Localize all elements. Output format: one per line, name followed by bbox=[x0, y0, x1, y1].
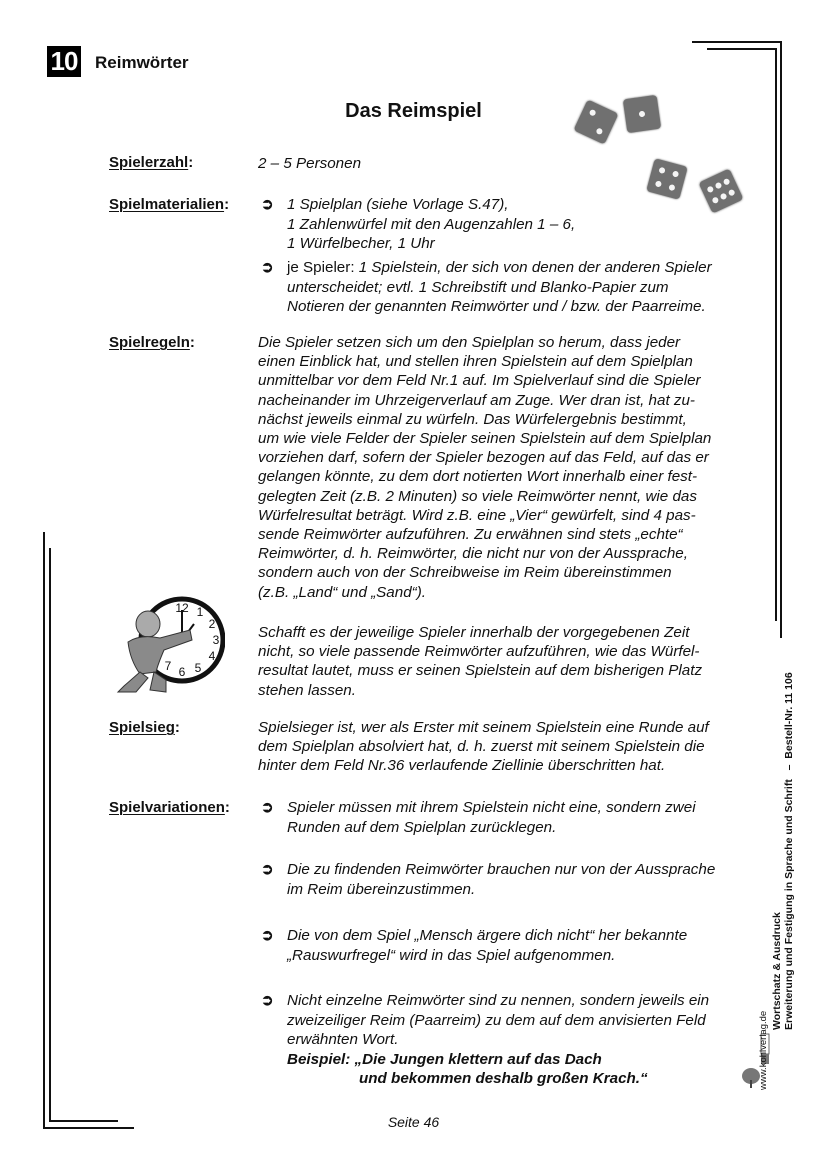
spielregeln-paragraph-1: Die Spieler setzen sich um den Spielplan so herum, dass jeder einen Einblick hat, und stellen ihren Spielstein auf dem Spielplan unmittelbar vor dem Feld Nr.1 auf. Im Spielverlauf sind die Spieler nacheinander im Uhrzeigerverlauf am Zuge. Wer dran ist, hat zu- nächst jeweils einmal zu würfeln. Das Würfelergebnis bestimmt, um wie viele Felder der Spieler seinen Spielstein auf dem Spielplan vorziehen darf, sofern der Spieler bezogen auf das Feld, auf das er gelangen könnte, zu dem dort notierten Wort innerhalb einer fest- gelegten Zeit (z.B. 2 Minuten) so viele Reimwörter nennt, wie das Würfelresultat beträgt. Wird z.B. eine „Vier“ gewürfelt, sind 4 pas- sende Reimwörter aufzuführen. Zu erwähnen sind stets „echte“ Reimwörter, d. h. Reimwörter, die nicht nur von der Aussprache, sondern auch von der Schreibweise im Reim übereinstimmen (z.B. „Land“ und „Sand“). bbox=[258, 334, 712, 601]
variation-item: Spieler müssen mit ihrem Spielstein nicht eine, sondern zwei Runden auf dem Spielplan zurücklegen. bbox=[287, 799, 696, 836]
svg-text:12: 12 bbox=[175, 601, 189, 615]
arrow-bullet-icon: ➲ bbox=[261, 799, 274, 816]
svg-text:7: 7 bbox=[164, 659, 172, 673]
chapter-number: 10 bbox=[47, 46, 81, 77]
svg-text:5: 5 bbox=[194, 661, 202, 675]
page-title: Das Reimspiel bbox=[345, 100, 482, 122]
chapter-title: Reimwörter bbox=[95, 53, 189, 72]
side-imprint: www.kohlverlag.de bbox=[758, 1010, 769, 1090]
spielsieg-text: Spielsieger ist, wer als Erster mit seinem Spielstein eine Runde auf dem Spielplan absolviert hat, d. h. zuerst mit seinem Spielstein die hinter dem Feld Nr.36 verlaufende Ziellinie überschritten hat. bbox=[258, 719, 709, 775]
spielerzahl-value: 2 – 5 Personen bbox=[258, 155, 362, 172]
svg-text:3: 3 bbox=[212, 633, 220, 647]
variation-item: Die von dem Spiel „Mensch ärgere dich nicht“ her bekannte „Rauswurfregel“ wird in das Spiel aufgenommen. bbox=[287, 927, 688, 964]
spielregeln-paragraph-2: Schafft es der jeweilige Spieler innerhalb der vorgegebenen Zeit nicht, so viele passende Reimwörter aufzuführen, wie das Würfel- resultat lautet, muss er seinen Spielstein auf dem bisherigen Platz stehen lassen. bbox=[258, 624, 703, 699]
svg-text:2: 2 bbox=[208, 617, 216, 631]
side-imprint-subtitle: Erweiterung und Festigung in Sprache und Schrift – Bestell-Nr. 11 106 bbox=[783, 672, 795, 1030]
arrow-bullet-icon: ➲ bbox=[261, 927, 274, 944]
spielerzahl-label: Spielerzahl: bbox=[109, 154, 194, 171]
arrow-bullet-icon: ➲ bbox=[261, 861, 274, 878]
material-item: 1 Spielplan (siehe Vorlage S.47), 1 Zahlenwürfel mit den Augenzahlen 1 – 6, 1 Würfelbecher, 1 Uhr bbox=[287, 196, 576, 253]
spielregeln-label: Spielregeln: bbox=[109, 334, 195, 351]
svg-text:4: 4 bbox=[208, 649, 216, 663]
man-turning-clock-icon bbox=[110, 594, 225, 696]
page-number: Seite 46 bbox=[387, 1114, 440, 1130]
side-imprint-series: Wortschatz & Ausdruck bbox=[771, 912, 783, 1030]
variation-item: Die zu findenden Reimwörter brauchen nur von der Aussprache im Reim übereinzustimmen. bbox=[287, 861, 716, 898]
arrow-bullet-icon: ➲ bbox=[261, 196, 274, 213]
arrow-bullet-icon: ➲ bbox=[261, 992, 274, 1009]
variation-item: Nicht einzelne Reimwörter sind zu nennen, sondern jeweils ein zweizeiliger Reim (Paarreim) zu dem auf dem anvisierten Feld erwähnten Wort. Beispiel: „Die Jungen klettern auf das Dach und bekommen deshalb großen Krach.“ bbox=[287, 992, 710, 1087]
spielvariationen-label: Spielvariationen: bbox=[109, 799, 230, 816]
spielsieg-label: Spielsieg: bbox=[109, 719, 180, 736]
material-item: je Spieler: 1 Spielstein, der sich von denen der anderen Spieler unterscheidet; evtl. 1 Schreibstift und Blanko-Papier zum Notieren der genannten Reimwörter und / bzw. der Paarreime. bbox=[287, 259, 712, 315]
svg-text:1: 1 bbox=[196, 605, 204, 619]
arrow-bullet-icon: ➲ bbox=[261, 259, 274, 276]
svg-text:6: 6 bbox=[178, 665, 186, 679]
spielmaterialien-label: Spielmaterialien: bbox=[109, 196, 230, 213]
